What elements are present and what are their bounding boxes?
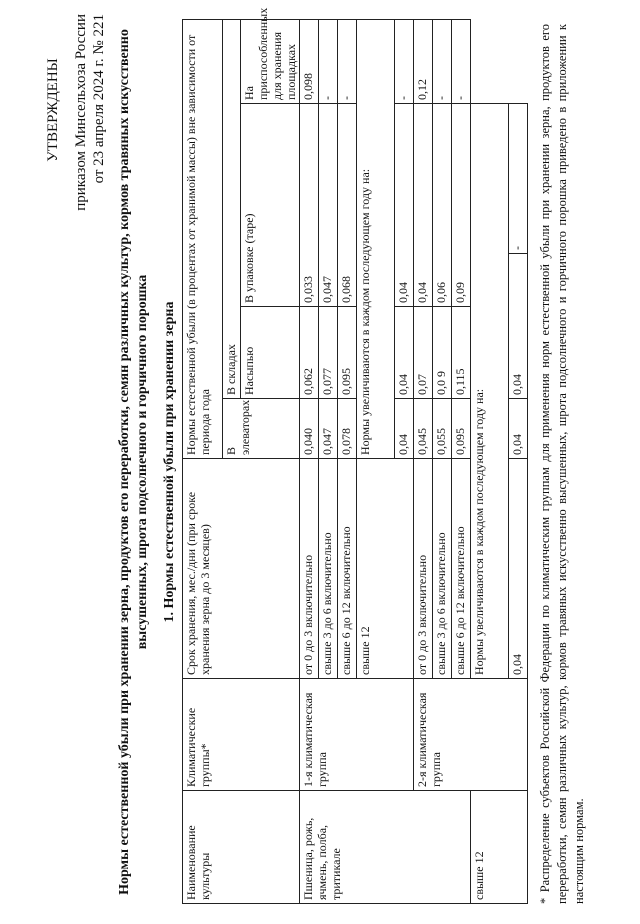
period-cell: от 0 до 3 включительно (414, 459, 433, 679)
platform-value: - (433, 19, 452, 103)
approval-title: УТВЕРЖДЕНЫ (45, 58, 61, 162)
packaged-value: 0,04 (414, 104, 433, 307)
packaged-value: 0,09 (452, 104, 471, 307)
bulk-value: 0,095 (338, 307, 357, 399)
packaged-value: 0,033 (300, 104, 319, 307)
approval-line-1: приказом Минсельхоза России (73, 14, 89, 211)
header-crop: Наименование культуры (183, 791, 300, 904)
platform-value: - (338, 19, 357, 103)
elevator-value: 0,078 (338, 399, 357, 459)
document-title: Нормы естественной убыли при хранении зерна, продуктов его переработки, семян различных культур, кормов травяных искусственно высушенных, шрота подсолнечного и горчичного порошка (117, 29, 150, 895)
period-cell: свыше 6 до 12 включительно (338, 459, 357, 679)
bulk-value: 0,04 (509, 399, 528, 459)
norms-table (182, 7, 528, 904)
period-cell: свыше 6 до 12 включительно (452, 459, 471, 679)
header-climate: Климатические группы* (183, 679, 300, 791)
bulk-value: 0,04 (395, 307, 414, 399)
period-cell: свыше 12 (471, 791, 528, 904)
packaged-value: 0,068 (338, 104, 357, 307)
increase-note: Нормы увеличиваются в каждом последующем году на: (471, 104, 509, 679)
period-cell: от 0 до 3 включительно (300, 459, 319, 679)
approval-order (72, 14, 108, 314)
bulk-value: 0,0 9 (433, 307, 452, 399)
packaged-value: 0,047 (319, 104, 338, 307)
section-title: 1. Нормы естественной убыли при хранении зерна (162, 301, 177, 623)
elevator-value: 0,045 (414, 399, 433, 459)
platform-value: 0,12 (414, 19, 433, 103)
climate-group-2: 2-я климатическая группа (414, 679, 528, 791)
header-bulk: Насыпью (241, 307, 300, 399)
elevator-value: 0,040 (300, 399, 319, 459)
elevator-value: 0,095 (452, 399, 471, 459)
platform-value: 0,098 (300, 19, 319, 103)
elevator-value: 0,055 (433, 399, 452, 459)
bulk-value: 0,07 (414, 307, 433, 399)
period-cell: свыше 3 до 6 включительно (319, 459, 338, 679)
increase-note: Нормы увеличиваются в каждом последующем году на: (357, 19, 395, 458)
packaged-value: 0,04 (509, 254, 528, 399)
platform-value: - (452, 19, 471, 103)
packaged-value: 0,06 (433, 104, 452, 307)
header-period: Срок хранения, мес./дни (при сроке хранения зерна до 3 месяцев) (183, 459, 300, 679)
period-cell: свыше 12 (357, 459, 414, 679)
footnote: * Распределение субъектов Российской Федерации по климатическим группам для применения норм естественной убыли при хранении зерна, продуктов его переработки, семян различных культур, кормов травяных искусственно высушенных, шрота подсолнечного и горчичного порошка приведено в приложении к настоящим нормам. (538, 24, 586, 904)
climate-group-1: 1-я климатическая группа (300, 679, 414, 791)
header-elevators: В элеваторах (223, 399, 300, 459)
header-packaged: В упаковке (таре) (241, 104, 300, 307)
platform-value: - (395, 19, 414, 103)
approval-line-2: от 23 апреля 2024 г. № 221 (91, 14, 107, 184)
bulk-value: 0,077 (319, 307, 338, 399)
packaged-value: 0,04 (395, 104, 414, 307)
header-platforms: На приспособленных для хранения площадках (241, 19, 300, 103)
header-warehouses: В складах (223, 19, 241, 398)
crop-name: Пшеница, рожь, ячмень, полба, тритикале (300, 791, 471, 904)
elevator-value: 0,047 (319, 399, 338, 459)
platform-value: - (509, 104, 528, 254)
elevator-value: 0,04 (509, 459, 528, 679)
platform-value: - (319, 19, 338, 103)
header-norms: Нормы естественной убыли (в процентах от хранимой массы) вне зависимости от периода года (183, 19, 223, 458)
period-cell: свыше 3 до 6 включительно (433, 459, 452, 679)
elevator-value: 0,04 (395, 399, 414, 459)
bulk-value: 0,062 (300, 307, 319, 399)
bulk-value: 0,115 (452, 307, 471, 399)
